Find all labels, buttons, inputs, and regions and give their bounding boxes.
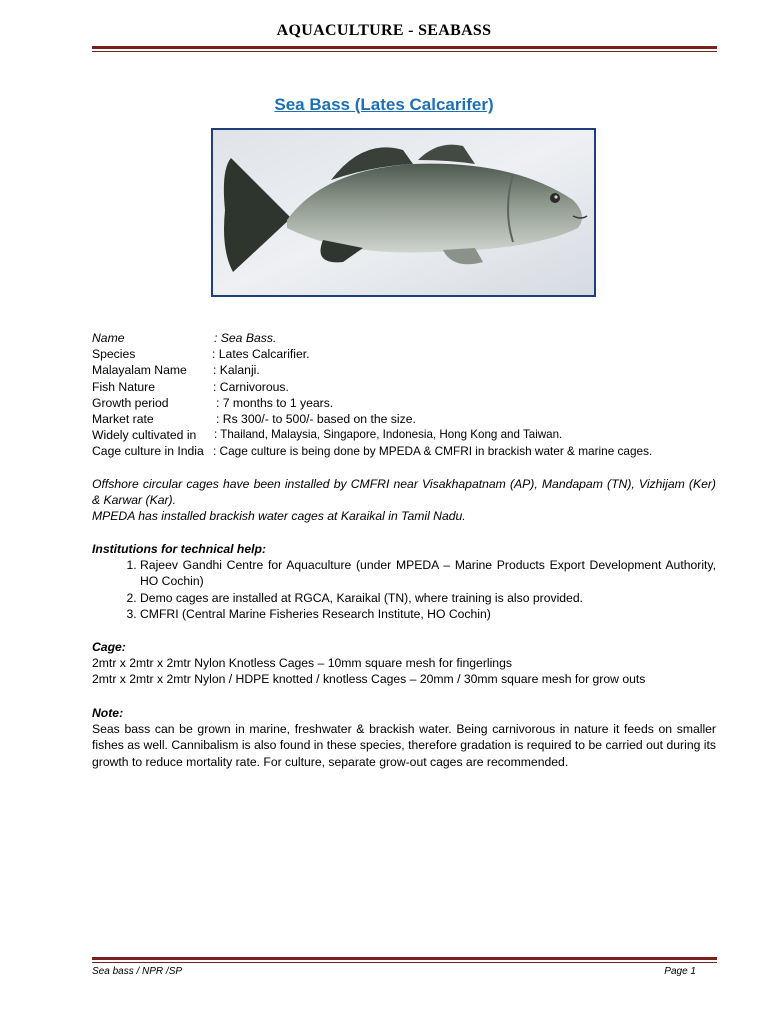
info-label: Market rate — [92, 411, 154, 426]
page-header-title: AQUACULTURE - SEABASS — [276, 22, 492, 39]
info-row-name — [92, 330, 716, 346]
fish-info-list — [92, 330, 716, 460]
sea-bass-fish-image — [213, 130, 594, 295]
offshore-paragraph — [92, 476, 716, 525]
cage-heading: Cage: — [92, 640, 126, 654]
info-value: : Sea Bass. — [214, 331, 277, 345]
header-rule-thin — [92, 51, 717, 52]
info-row-malayalam-name — [92, 362, 716, 378]
cage-line-1: 2mtr x 2mtr x 2mtr Nylon Knotless Cages – 10mm square mesh for fingerlings — [92, 656, 512, 671]
info-value: : Rs 300/- to 500/- based on the size. — [216, 411, 416, 426]
sea-bass-photo — [211, 128, 596, 297]
note-heading: Note: — [92, 706, 124, 720]
info-label: Name — [92, 331, 125, 345]
document-title: Sea Bass (Lates Calcarifer) — [274, 95, 494, 114]
note-section — [92, 705, 716, 770]
header-rule-thick — [92, 46, 717, 49]
footer-rule-thin — [92, 962, 717, 963]
info-label: Malayalam Name — [92, 363, 187, 378]
cage-line-2: 2mtr x 2mtr x 2mtr Nylon / HDPE knotted / knotless Cages – 20mm / 30mm square mesh for grow outs — [92, 672, 646, 687]
info-value: : Lates Calcarifier. — [212, 347, 310, 362]
info-value: : Thailand, Malaysia, Singapore, Indonesia, Hong Kong and Taiwan. — [214, 428, 563, 442]
footer-rule-thick — [92, 957, 717, 960]
note-text: Seas bass can be grown in marine, freshwater & brackish water. Being carnivorous in nature it feeds on smaller fishes as well. Cannibalism is also found in these species, therefore gradation is required to be carried out during its growth to reduce mortality rate. For culture, separate grow-out cages are recommended. — [92, 722, 716, 769]
info-value: : Kalanji. — [213, 363, 260, 378]
info-row-cage-culture-india — [92, 443, 716, 459]
info-row-market-rate — [92, 411, 716, 427]
info-label: Growth period — [92, 395, 169, 410]
info-label: Widely cultivated in — [92, 428, 197, 443]
info-label: Cage culture in India — [92, 444, 204, 459]
institutions-list — [92, 557, 716, 622]
info-row-species — [92, 346, 716, 362]
list-item: 3. CMFRI (Central Marine Fisheries Research Institute, HO Cochin) — [140, 606, 716, 622]
list-item: 2. Demo cages are installed at RGCA, Karaikal (TN), where training is also provided. — [140, 590, 716, 606]
offshore-line-1: Offshore circular cages have been installed by CMFRI near Visakhapatnam (AP), Mandapam (TN), Vizhijam (Ker) & Karwar (Kar). — [92, 477, 716, 508]
offshore-line-2: MPEDA has installed brackish water cages at Karaikal in Tamil Nadu. — [92, 509, 466, 524]
list-item: 1. Rajeev Gandhi Centre for Aquaculture (under MPEDA – Marine Products Export Development Authority, HO Cochin) — [140, 557, 716, 589]
info-value: : 7 months to 1 years. — [216, 395, 334, 410]
info-label: Species — [92, 347, 136, 362]
footer-left-text: Sea bass / NPR /SP — [92, 966, 183, 977]
info-row-fish-nature — [92, 379, 716, 395]
info-row-widely-cultivated — [92, 427, 716, 443]
institutions-section — [92, 541, 716, 622]
cage-section — [92, 639, 716, 688]
info-label: Fish Nature — [92, 379, 155, 394]
info-row-growth-period — [92, 395, 716, 411]
page-number: Page 1 — [664, 966, 696, 977]
institutions-heading: Institutions for technical help: — [92, 542, 267, 556]
info-value: : Cage culture is being done by MPEDA & CMFRI in brackish water & marine cages. — [213, 444, 653, 459]
info-value: : Carnivorous. — [213, 379, 289, 394]
